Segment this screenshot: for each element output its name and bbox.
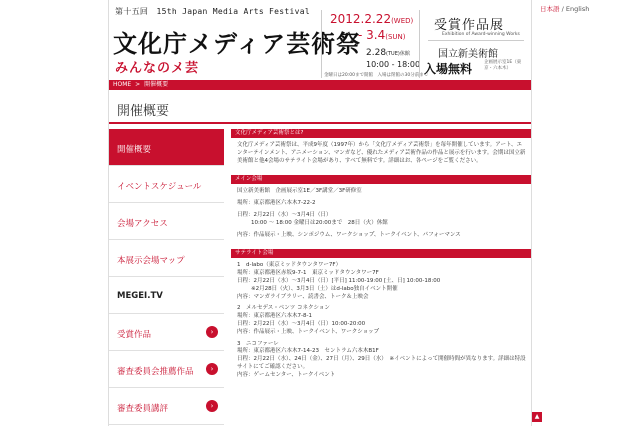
about-text: 文化庁メディア芸術祭は、平成9年度（1997年）から「文化庁メディア芸術祭」を毎年開催しています。アート、エンターテインメント、アニメーション、マンガなど、優れたメディア芸術作品の作品と展示を行います。会期は国立新美術館と他4会場のサテライト会場があり、すべて無料です。詳細はお、各ページをご覧ください。 xyxy=(237,142,526,164)
satellite-2-name: 2 メルセデス・ベンツ コネクション xyxy=(237,305,330,312)
page-title-bar xyxy=(109,94,531,124)
sidebar-nav xyxy=(109,129,224,425)
date-start-value: 2012.2.22 xyxy=(330,12,392,26)
breadcrumb xyxy=(109,80,531,90)
chevron-right-icon: › xyxy=(206,363,218,375)
breadcrumb-separator: > xyxy=(135,81,141,88)
satellite-1-date: 日程：2月22日（水）〜3月4日（日）[平日] 11:00-19:00 [土、日] 10:00-18:00 xyxy=(237,277,441,284)
section-body-about xyxy=(231,138,531,175)
hours-note: 金曜日は20:00まで開館 入場は閉館の30分前まで xyxy=(324,73,429,78)
sidebar-item-venue-map[interactable] xyxy=(109,240,224,277)
page-title: 開催概要 xyxy=(117,104,170,119)
opening-hours: 10:00 - 18:00 xyxy=(366,60,421,69)
main-venue-hours: 10:00 〜 18:00 金曜日は20:00まで 28日（火）休館 xyxy=(251,219,388,226)
section-body-main-venue xyxy=(231,184,531,249)
satellite-3 xyxy=(237,341,527,380)
lang-separator: / xyxy=(561,5,564,13)
main-venue-date-text: 日程：2月22日（水）〜3月4日（日） xyxy=(237,211,332,218)
sidebar-item-label: イベントスケジュール xyxy=(117,182,202,192)
sidebar-item-jury-comments[interactable] xyxy=(109,388,224,425)
main-venue-name: 国立新美術館 企画展示室1E／3F講堂／3F研修室 xyxy=(237,188,362,195)
date-start xyxy=(330,12,413,26)
award-exhibition-box xyxy=(419,10,526,78)
satellite-1 xyxy=(237,262,527,301)
satellite-2-date: 日程：2月22日（水）〜3月4日（日）10:00-20:00 xyxy=(237,320,366,327)
page-container xyxy=(108,0,532,426)
sidebar-item-label: 開催概要 xyxy=(117,145,152,155)
satellite-1-name: 1 d-labo（東京ミッドタウンタワー7F） xyxy=(237,262,342,269)
festival-tagline: みんなのメ芸 xyxy=(115,61,200,76)
sidebar-item-label: 受賞作品 xyxy=(117,330,152,340)
section-heading-main-venue: メイン会場 xyxy=(231,175,531,184)
language-switcher xyxy=(540,4,589,13)
sidebar-item-access[interactable] xyxy=(109,203,224,240)
date-start-day: (WED) xyxy=(391,17,414,25)
sidebar-item-event-schedule[interactable] xyxy=(109,166,224,203)
page-top-button[interactable] xyxy=(532,412,542,422)
sidebar-item-label: 会場アクセス xyxy=(117,219,168,229)
sidebar-item-label: MEGEI.TV xyxy=(117,291,163,301)
chevron-right-icon: › xyxy=(206,400,218,412)
breadcrumb-home-link[interactable]: HOME xyxy=(113,81,132,88)
sidebar-item-overview[interactable] xyxy=(109,129,224,166)
lang-japanese-link[interactable]: 日本語 xyxy=(540,5,560,13)
satellite-1-place: 場所：東京都港区赤坂9-7-1 東京ミッドタウンタワー7F xyxy=(237,270,379,277)
satellite-2-content: 内容：作品展示・上映、トークイベント、ワークショップ xyxy=(237,328,380,335)
main-venue-date xyxy=(237,212,527,228)
sidebar-item-megei-tv[interactable] xyxy=(109,277,224,314)
sidebar-item-award-works[interactable] xyxy=(109,314,224,351)
chevron-right-icon: › xyxy=(206,326,218,338)
venue-address: 企画展示室1E（東京・六本木） xyxy=(484,60,522,71)
satellite-3-place: 場所：東京都港区六本木7-14-23 セントラム六本木B1F xyxy=(237,348,379,355)
lang-english-link[interactable]: English xyxy=(565,5,590,13)
sidebar-item-label: 審査委員会推薦作品 xyxy=(117,367,194,377)
arrow-up-icon: ▲ xyxy=(534,413,540,420)
closed-day-value: 2.28 xyxy=(366,48,387,58)
festival-logo[interactable]: 文化庁メディア芸術祭 xyxy=(113,30,362,58)
section-heading-about: 文化庁メディア芸術祭とは? xyxy=(231,129,531,138)
satellite-2-place: 場所：東京都港区六本木7-8-1 xyxy=(237,313,312,320)
closed-day xyxy=(366,48,410,58)
main-venue-content: 内容：作品展示・上映、シンポジウム、ワークショップ、トークイベント、パフォーマンス xyxy=(237,231,461,238)
edition-label: 第十五回 15th Japan Media Arts Festival xyxy=(115,7,310,16)
date-end xyxy=(358,28,406,42)
main-venue-place: 場所：東京都港区六本木7-22-2 xyxy=(237,200,316,207)
satellite-1-content: 内容：マンガライブラリー、読書会、トーク＆上映会 xyxy=(237,293,369,300)
sidebar-item-label: 本展示会場マップ xyxy=(117,256,185,266)
date-end-value: - 3.4 xyxy=(358,28,386,42)
breadcrumb-current: 開催概要 xyxy=(144,81,169,88)
sidebar-item-label: 審査委員講評 xyxy=(117,404,169,414)
award-subtitle: Exhibition of Award-winning Works xyxy=(442,32,520,37)
date-end-day: (SUN) xyxy=(385,33,406,41)
satellite-3-date: 日程：2月22日（水）、24日（金）、27日（月）、29日（水） ※イベントによって開催時間が異なります。詳細は特設サイトにてご確認ください。 xyxy=(237,356,526,370)
satellite-3-content: 内容：ゲームセンター、トークイベント xyxy=(237,371,336,378)
admission-free: 入場無料 xyxy=(424,62,473,76)
venue-name: 国立新美術館 xyxy=(438,49,498,60)
main-content xyxy=(231,129,531,426)
satellite-3-name: 3 ニコファーレ xyxy=(237,340,279,347)
section-body-satellite xyxy=(231,258,531,389)
sidebar-item-recommended-works[interactable] xyxy=(109,351,224,388)
award-title: 受賞作品展 xyxy=(434,18,505,33)
satellite-2 xyxy=(237,305,527,336)
section-heading-satellite: サテライト会場 xyxy=(231,249,531,258)
divider xyxy=(428,40,524,41)
satellite-1-note: ※2月28日（火）、3月3日（土）はd-labo独自イベント開催 xyxy=(251,285,398,292)
closed-day-note: (TUE)休館 xyxy=(386,51,410,57)
festival-dates xyxy=(321,10,429,78)
site-header xyxy=(109,0,531,80)
